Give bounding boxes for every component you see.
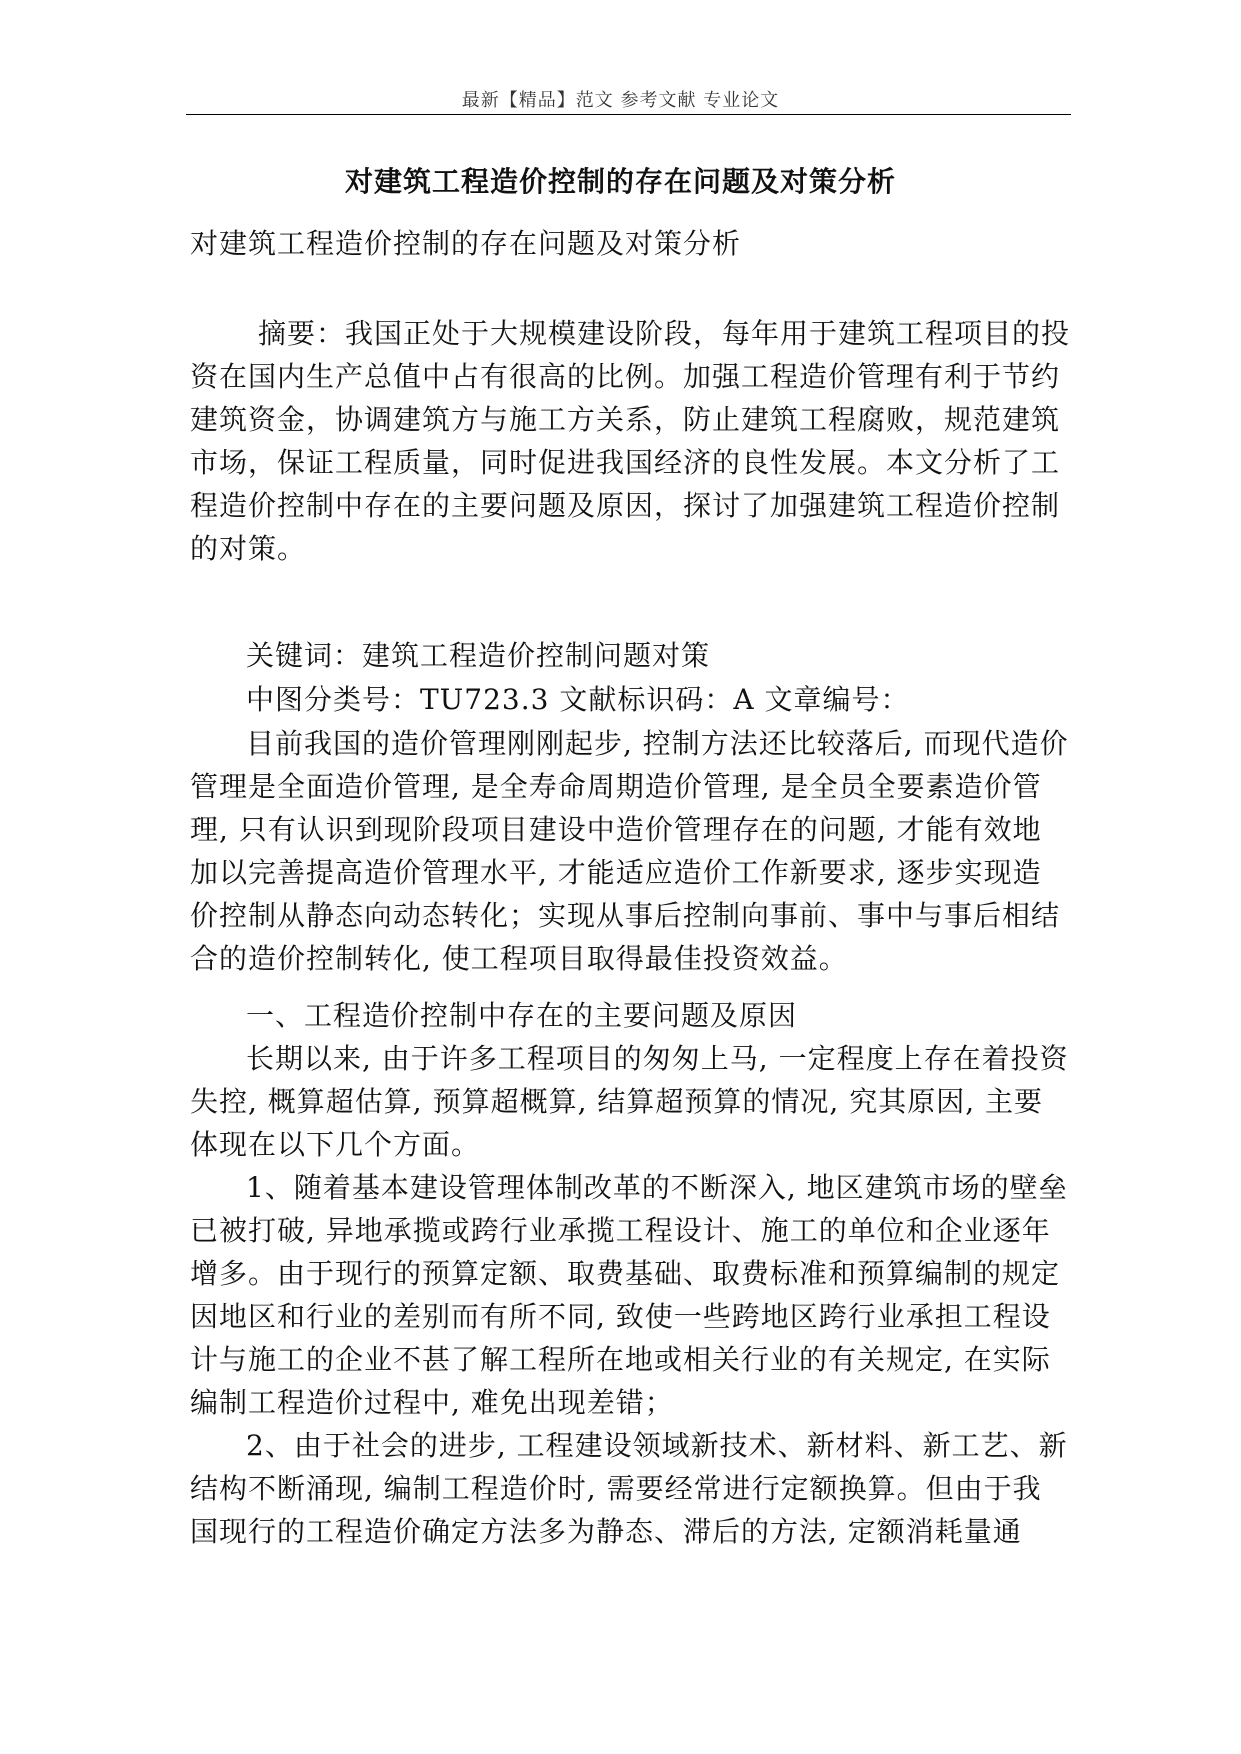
list-item: 2、由于社会的进步, 工程建设领域新技术、新材料、新工艺、新结构不断涌现, 编制工程造价时, 需要经常进行定额换算。但由于我国现行的工程造价确定方法多为静态、滞后的方法, 定额消耗量通 [190, 1429, 1068, 1548]
intro-paragraph: 目前我国的造价管理刚刚起步, 控制方法还比较落后, 而现代造价管理是全面造价管理, 是全寿命周期造价管理, 是全员全要素造价管理, 只有认识到现阶段项目建设中造价管理存在的问题, 才能有效地加以完善提高造价管理水平, 才能适应造价工作新要求, 逐步实现造价控制从静态向动态转化；实现从事后控制向事前、事中与事后相结合的造价控制转化, 使工程项目取得最佳投资效益。 [190, 727, 1069, 975]
section-heading: 一、工程造价控制中存在的主要问题及原因 [246, 999, 798, 1032]
list-item: 1、随着基本建设管理体制改革的不断深入, 地区建筑市场的壁垒已被打破, 异地承揽或跨行业承揽工程设计、施工的单位和企业逐年增多。由于现行的预算定额、取费基础、取费标准和预算编制的规定因地区和行业的差别而有所不同, 致使一些跨地区跨行业承担工程设计与施工的企业不甚了解工程所在地或相关行业的有关规定, 在实际编制工程造价过程中, 难免出现差错； [190, 1171, 1068, 1419]
section-intro-paragraph: 长期以来, 由于许多工程项目的匆匆上马, 一定程度上存在着投资失控, 概算超估算, 预算超概算, 结算超预算的情况, 究其原因, 主要体现在以下几个方面。 [190, 1042, 1069, 1161]
header-divider [186, 114, 1071, 115]
page-header: 最新【精品】范文 参考文献 专业论文 [461, 90, 780, 111]
classification-line: 中图分类号：TU723.3 文献标识码：A 文章编号： [246, 683, 910, 716]
document-title: 对建筑工程造价控制的存在问题及对策分析 [344, 165, 896, 198]
document-subtitle: 对建筑工程造价控制的存在问题及对策分析 [190, 227, 742, 260]
keywords-line: 关键词：建筑工程造价控制问题对策 [246, 639, 711, 672]
abstract-paragraph: 摘要：我国正处于大规模建设阶段，每年用于建筑工程项目的投资在国内生产总值中占有很高的比例。加强工程造价管理有利于节约建筑资金，协调建筑方与施工方关系，防止建筑工程腐败，规范建筑市场，保证工程质量，同时促进我国经济的良性发展。本文分析了工程造价控制中存在的主要问题及原因，探讨了加强建筑工程造价控制的对策。 [190, 317, 1071, 565]
